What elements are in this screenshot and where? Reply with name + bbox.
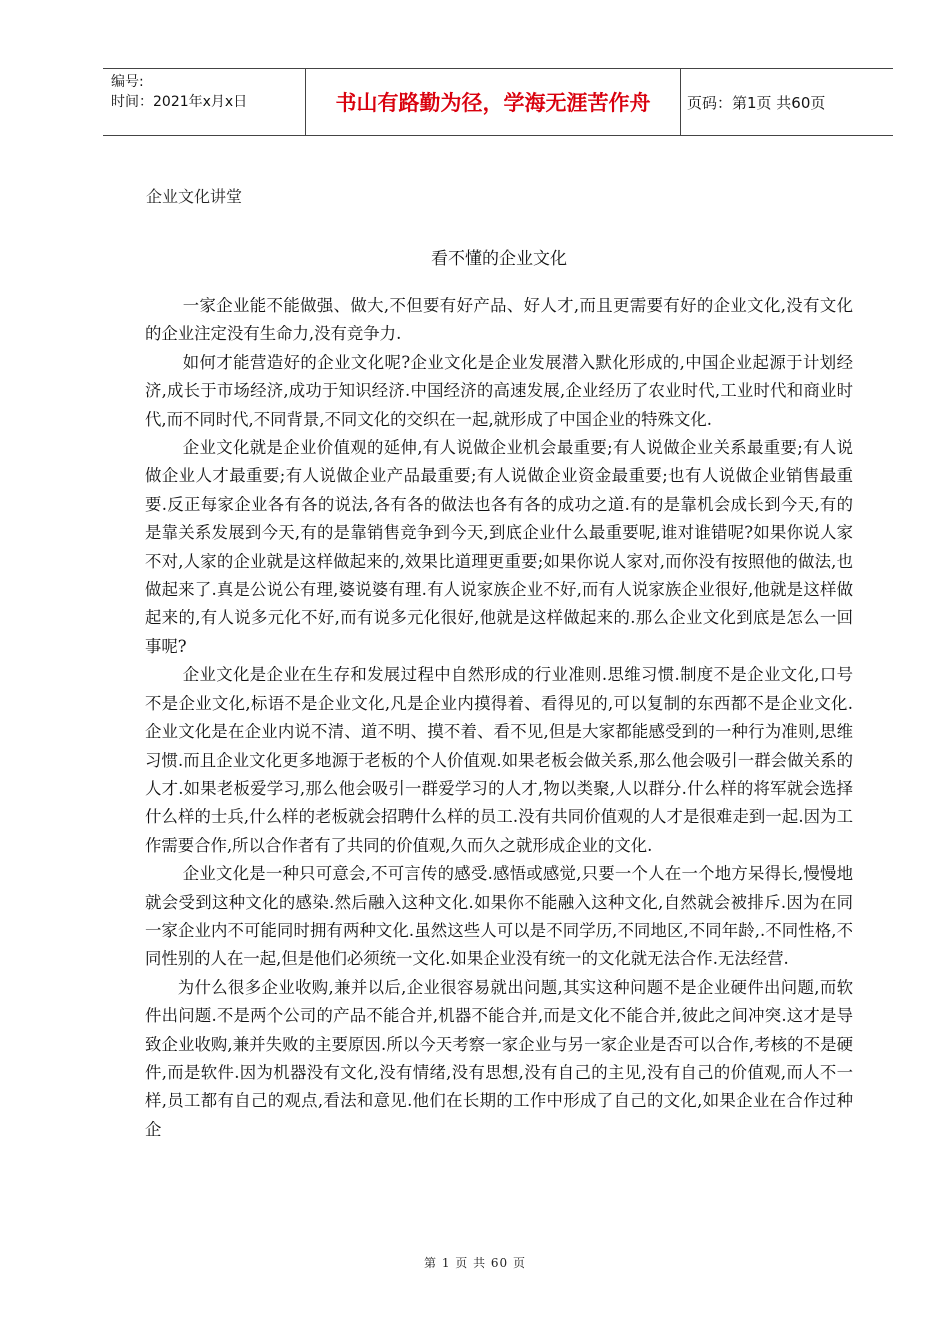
paragraph: 一家企业能不能做强、做大,不但要有好产品、好人才,而且更需要有好的企业文化,没有文化的企业注定没有生命力,没有竞争力. <box>145 296 853 344</box>
document-header <box>103 68 893 136</box>
document-body <box>145 292 853 1144</box>
paragraph: 企业文化是一种只可意会,不可言传的感受.感悟或感觉,只要一个人在一个地方呆得长,慢慢地就会受到这种文化的感染.然后融入这种文化.如果你不能融入这种文化,自然就会被排斥.因为在同一家企业内不可能同时拥有两种文化.虽然这些人可以是不同学历,不同地区,不同年龄,.不同性格,不同性别的人在一起,但是他们必须统一文化.如果企业没有统一的文化就无法合作.无法经营. <box>145 864 853 969</box>
document-title: 看不懂的企业文化 <box>431 249 567 269</box>
paragraph: 为什么很多企业收购,兼并以后,企业很容易就出问题,其实这种问题不是企业硬件出问题,而软件出问题.不是两个公司的产品不能合并,机器不能合并,而是文化不能合并,彼此之间冲突.这才是导致企业收购,兼并失败的主要原因.所以今天考察一家企业与另一家企业是否可以合作,考核的不是硬件,而是软件.因为机器没有文化,没有情绪,没有思想,没有自己的主见,没有自己的价值观,而人不一样,员工都有自己的观点,看法和意见.他们在长期的工作中形成了自己的文化,如果企业在合作过种企 <box>145 977 853 1139</box>
date-label: 时间：2021年x月x日 <box>111 94 248 110</box>
paragraph: 如何才能营造好的企业文化呢?企业文化是企业发展潜入默化形成的,中国企业起源于计划经济,成长于市场经济,成功于知识经济.中国经济的高速发展,企业经历了农业时代,工业时代和商业时代,而不同时代,不同背景,不同文化的交织在一起,就形成了中国企业的特殊文化. <box>145 352 853 429</box>
paragraph: 企业文化就是企业价值观的延伸,有人说做企业机会最重要;有人说做企业关系最重要;有人说做企业人才最重要;有人说做企业产品最重要;有人说做企业资金最重要;也有人说做企业销售最重要.反正每家企业各有各的说法,各有各的做法也各有各的成功之道.有的是靠机会成长到今天,有的是靠关系发展到今天,有的是靠销售竞争到今天,到底企业什么最重要呢,谁对谁错呢?如果你说人家不对,人家的企业就是这样做起来的,效果比道理更重要;如果你说人家对,而你没有按照他的做法,也做起来了.真是公说公有理,婆说婆有理.有人说家族企业不好,而有人说家族企业很好,他就是这样做起来的,有人说多元化不好,而有说多元化很好,他就是这样做起来的.那么企业文化到底是怎么一回事呢? <box>145 438 853 656</box>
course-label: 企业文化讲堂 <box>146 187 243 206</box>
header-page-info: 页码：第1页 共60页 <box>687 93 826 112</box>
header-motto: 书山有路勤为径，学海无涯苦作舟 <box>306 69 681 135</box>
page-footer: 第 1 页 共 60 页 <box>424 1256 526 1270</box>
code-label: 编号: <box>111 74 144 90</box>
paragraph: 企业文化是企业在生存和发展过程中自然形成的行业准则.思维习惯.制度不是企业文化,口号不是企业文化,标语不是企业文化,凡是企业内摸得着、看得见的,可以复制的东西都不是企业文化.企业文化是在企业内说不清、道不明、摸不着、看不见,但是大家都能感受到的一种行为准则,思维习惯.而且企业文化更多地源于老板的个人价值观.如果老板会做关系,那么他会吸引一群会做关系的人才.如果老板爱学习,那么他会吸引一群爱学习的人才,物以类聚,人以群分.什么样的将军就会选择什么样的士兵,什么样的老板就会招聘什么样的员工.没有共同价值观的人才是很难走到一起.因为工作需要合作,所以合作者有了共同的价值观,久而久之就形成企业的文化. <box>145 665 853 855</box>
header-meta <box>103 69 306 135</box>
